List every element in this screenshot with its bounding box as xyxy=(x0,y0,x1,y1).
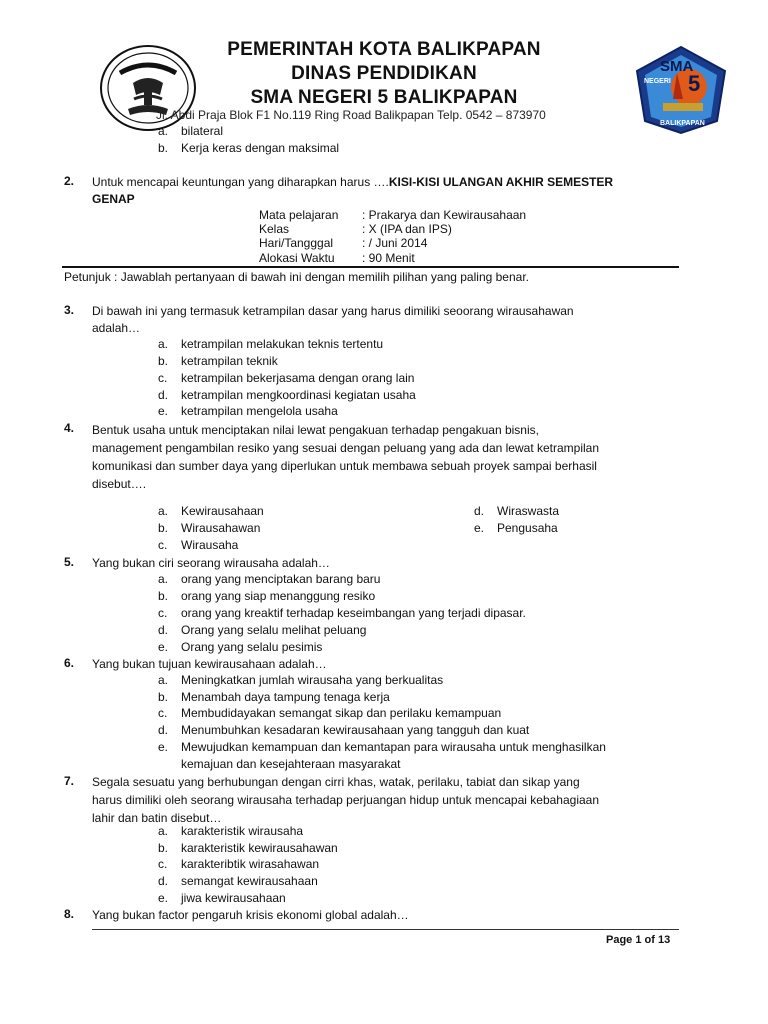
option-letter: e. xyxy=(158,740,169,754)
right-logo-number: 5 xyxy=(688,71,701,96)
option-letter: a. xyxy=(158,824,169,838)
question-line: adalah… xyxy=(92,321,141,335)
option-text: Kerja keras dengan maksimal xyxy=(181,141,340,155)
option-letter: d. xyxy=(158,623,169,637)
exam-banner: KISI-KISI ULANGAN AKHIR SEMESTER xyxy=(388,175,614,189)
meta-value: : Prakarya dan Kewirausahaan xyxy=(362,208,527,222)
meta-label: Hari/Tangggal xyxy=(259,236,334,250)
option-text: Orang yang selalu melihat peluang xyxy=(181,623,367,637)
option-text: bilateral xyxy=(181,124,224,138)
question-2-text: Untuk mencapai keuntungan yang diharapkan harus …. xyxy=(92,175,389,189)
option-letter: a. xyxy=(158,124,169,138)
option-letter: e. xyxy=(158,891,169,905)
question-line: komunikasi dan sumber daya yang diperlukan untuk membawa sebuah proyek sampai berhasil xyxy=(92,459,597,473)
option-letter: d. xyxy=(158,874,169,888)
question-text: Yang bukan ciri seorang wirausaha adalah… xyxy=(92,556,330,570)
meta-label: Mata pelajaran xyxy=(259,208,339,222)
department-title: DINAS PENDIDIKAN xyxy=(291,63,477,84)
government-title: PEMERINTAH KOTA BALIKPAPAN xyxy=(227,39,541,60)
option-text: Orang yang selalu pesimis xyxy=(181,640,323,654)
option-text: jiwa kewirausahaan xyxy=(181,891,286,905)
option-text: Menumbuhkan kesadaran kewirausahaan yang tangguh dan kuat xyxy=(181,723,530,737)
option-letter: e. xyxy=(158,404,169,418)
option-text: karakteristik kewirausahawan xyxy=(181,841,338,855)
option-letter: d. xyxy=(474,504,485,518)
question-text: Yang bukan factor pengaruh krisis ekonomi global adalah… xyxy=(92,908,409,922)
question-line: Bentuk usaha untuk menciptakan nilai lewat pengakuan terhadap pengakuan bisnis, xyxy=(92,423,539,437)
question-number: 6. xyxy=(64,656,75,670)
section-divider xyxy=(62,266,679,268)
option-text: semangat kewirausahaan xyxy=(181,874,318,888)
right-logo-city: BALIKPAPAN xyxy=(660,120,705,127)
question-line: Di bawah ini yang termasuk ketrampilan dasar yang harus dimiliki seoorang wirausahawan xyxy=(92,304,574,318)
question-text xyxy=(92,421,678,493)
option-text: ketrampilan teknik xyxy=(181,354,278,368)
option-letter: e. xyxy=(474,521,485,535)
option-letter: d. xyxy=(158,723,169,737)
meta-value: : 90 Menit xyxy=(362,251,415,265)
option-text: Wirausaha xyxy=(181,538,239,552)
question-number: 3. xyxy=(64,303,75,317)
option-letter: a. xyxy=(158,504,169,518)
letterhead-titles xyxy=(200,38,568,110)
option-letter: c. xyxy=(158,606,168,620)
option-letter: c. xyxy=(158,706,168,720)
question-line: Segala sesuatu yang berhubungan dengan cirri khas, watak, perilaku, tabiat dan sikap yang xyxy=(92,775,580,789)
option-letter: c. xyxy=(158,857,168,871)
footer-divider xyxy=(92,929,679,930)
meta-value: : / Juni 2014 xyxy=(362,236,428,250)
school-address: Jl. Abdi Praja Blok F1 No.119 Ring Road Balikpapan Telp. 0542 – 873970 xyxy=(156,108,546,122)
page-number: Page 1 of 13 xyxy=(606,934,671,946)
question-number: 4. xyxy=(64,421,75,435)
option-letter: e. xyxy=(158,640,169,654)
option-letter: b. xyxy=(158,841,169,855)
question-number: 2. xyxy=(64,174,75,188)
meta-value: : X (IPA dan IPS) xyxy=(362,222,452,236)
question-line: management pengambilan resiko yang sesuai dengan peluang yang ada dan lewat ketrampilan xyxy=(92,441,600,455)
option-letter: a. xyxy=(158,337,169,351)
option-letter: c. xyxy=(158,371,168,385)
question-line: lahir dan batin disebut… xyxy=(92,811,222,825)
option-letter: b. xyxy=(158,354,169,368)
option-letter: b. xyxy=(158,589,169,603)
question-text xyxy=(92,174,678,191)
meta-label: Kelas xyxy=(259,222,290,236)
question-text xyxy=(92,303,678,337)
option-text: ketrampilan mengkoordinasi kegiatan usaha xyxy=(181,388,416,402)
option-text: karakteristik wirausaha xyxy=(181,824,304,838)
option-letter: b. xyxy=(158,141,169,155)
option-letter: b. xyxy=(158,690,169,704)
right-logo-sma: SMA xyxy=(660,58,694,75)
option-text-continued: kemajuan dan kesejahteraan masyarakat xyxy=(181,757,401,771)
question-text xyxy=(92,773,678,827)
option-text: Kewirausahaan xyxy=(181,504,264,518)
instruction-text: Petunjuk : Jawablah pertanyaan di bawah ini dengan memilih pilihan yang paling benar. xyxy=(64,270,529,284)
option-text: ketrampilan melakukan teknis tertentu xyxy=(181,337,384,351)
right-logo-negeri: NEGERI xyxy=(644,78,671,85)
option-letter: d. xyxy=(158,388,169,402)
option-letter: b. xyxy=(158,521,169,535)
option-text: Pengusaha xyxy=(497,521,558,535)
option-letter: a. xyxy=(158,673,169,687)
option-text: orang yang kreaktif terhadap keseimbangan yang terjadi dipasar. xyxy=(181,606,526,620)
question-number: 7. xyxy=(64,774,75,788)
option-text: Mewujudkan kemampuan dan kemantapan para wirausaha untuk menghasilkan xyxy=(181,740,606,754)
school-title: SMA NEGERI 5 BALIKPAPAN xyxy=(250,87,518,108)
option-text: ketrampilan mengelola usaha xyxy=(181,404,338,418)
option-text: orang yang siap menanggung resiko xyxy=(181,589,376,603)
option-letter: a. xyxy=(158,572,169,586)
option-text: ketrampilan bekerjasama dengan orang lain xyxy=(181,371,415,385)
option-text: Wirausahawan xyxy=(181,521,261,535)
question-text: Yang bukan tujuan kewirausahaan adalah… xyxy=(92,657,327,671)
exam-banner-term: GENAP xyxy=(92,192,135,206)
option-text: Menambah daya tampung tenaga kerja xyxy=(181,690,390,704)
question-number: 8. xyxy=(64,907,75,921)
question-line: disebut…. xyxy=(92,477,147,491)
option-letter: c. xyxy=(158,538,168,552)
option-text: Meningkatkan jumlah wirausaha yang berkualitas xyxy=(181,673,444,687)
option-text: orang yang menciptakan barang baru xyxy=(181,572,381,586)
option-text: Membudidayakan semangat sikap dan perilaku kemampuan xyxy=(181,706,502,720)
option-text: Wiraswasta xyxy=(497,504,560,518)
meta-label: Alokasi Waktu xyxy=(259,251,335,265)
option-text: karakteribtik wirasahawan xyxy=(181,857,320,871)
question-line: harus dimiliki oleh seorang wirausaha terhadap perjuangan hidup untuk mencapai kebahagiaan xyxy=(92,793,600,807)
question-number: 5. xyxy=(64,555,75,569)
